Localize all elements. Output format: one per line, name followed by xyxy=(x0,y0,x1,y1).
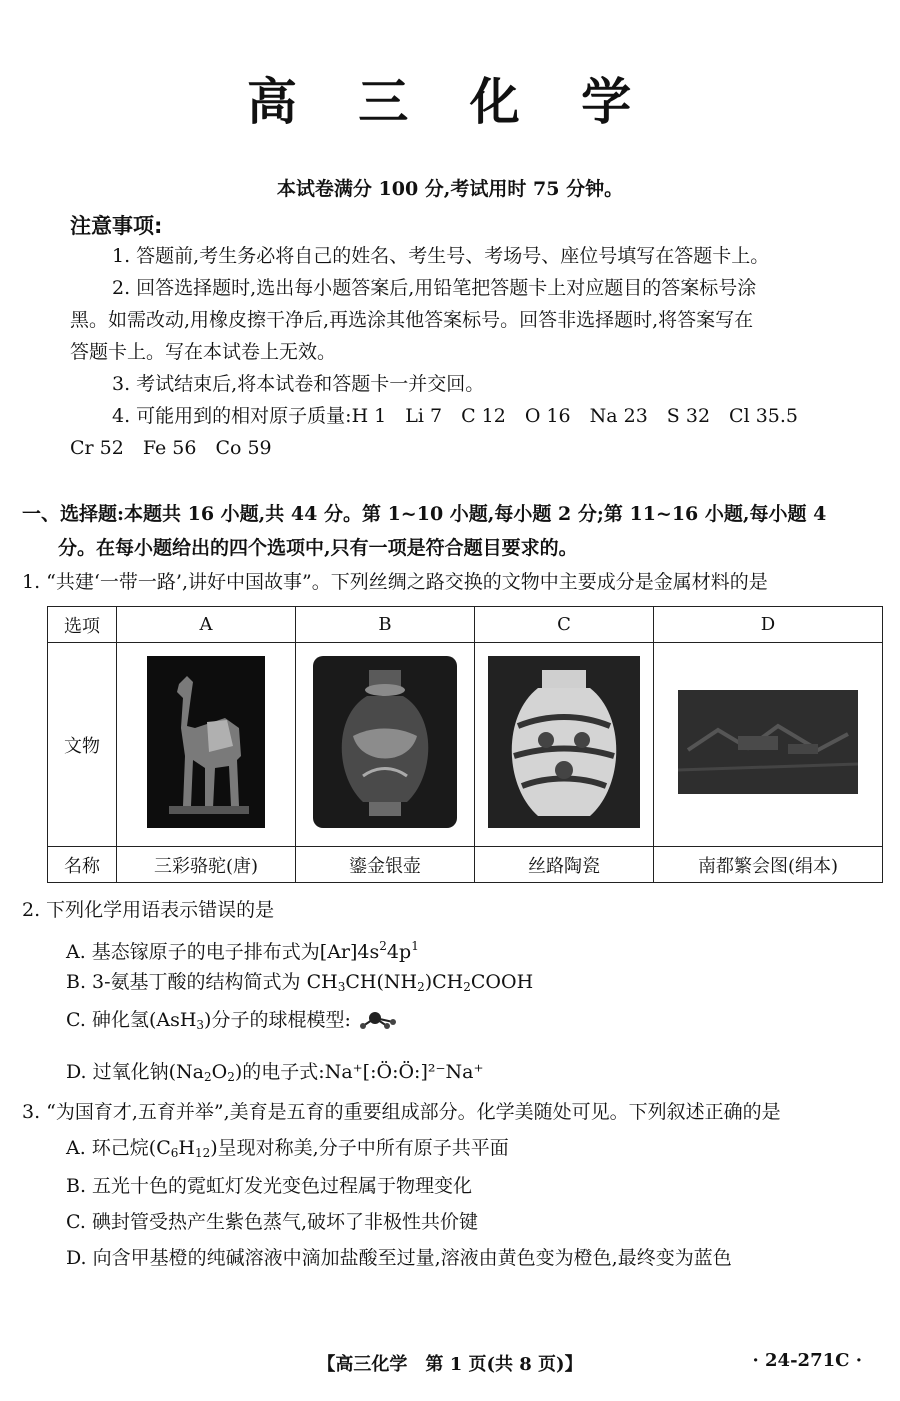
notice-item-4: 4. 可能用到的相对原子质量:H 1 Li 7 C 12 O 16 Na 23 S 32 Cl 35.5 xyxy=(112,405,798,427)
notice-item-4-cont: Cr 52 Fe 56 Co 59 xyxy=(70,437,272,459)
artifact-c-cell xyxy=(475,643,654,847)
option-d: D xyxy=(654,607,883,643)
notice-item-2-end: 答题卡上。写在本试卷上无效。 xyxy=(70,341,337,363)
name-a: 三彩骆驼(唐) xyxy=(117,847,296,883)
artifact-b-cell xyxy=(296,643,475,847)
camel-figurine-image xyxy=(147,656,265,828)
notice-heading: 注意事项: xyxy=(70,214,163,238)
question-2-option-c: C. 砷化氢(AsH$_3$)分子的球棍模型: xyxy=(66,1004,397,1041)
question-3-option-b: B. 五光十色的霓虹灯发光变色过程属于物理变化 xyxy=(66,1175,473,1197)
nandu-painting-image xyxy=(678,690,858,794)
name-d: 南都繁会图(绢本) xyxy=(654,847,883,883)
row-head-artifact: 文物 xyxy=(48,643,117,847)
notice-item-3: 3. 考试结束后,将本试卷和答题卡一并交回。 xyxy=(112,373,485,395)
notice-item-1: 1. 答题前,考生务必将自己的姓名、考生号、考场号、座位号填写在答题卡上。 xyxy=(112,245,770,267)
exam-meta: 本试卷满分 100 分,考试用时 75 分钟。 xyxy=(276,178,624,200)
artifact-table xyxy=(47,606,883,883)
gilt-silver-pot-image xyxy=(313,656,457,828)
name-c: 丝路陶瓷 xyxy=(475,847,654,883)
question-2-option-d: D. 过氧化钠$(Na_2O_2)$的电子式:Na⁺[:Ö:Ö:]²⁻Na⁺ xyxy=(66,1061,484,1084)
page-footer: 【高三化学 第 1 页(共 8 页)】 xyxy=(317,1354,583,1375)
question-3-option-a: A. 环己烷$(C_6H_{12})$呈现对称美,分子中所有原子共平面 xyxy=(66,1137,509,1160)
question-3-option-c: C. 碘封管受热产生紫色蒸气,破坏了非极性共价键 xyxy=(66,1211,478,1233)
artifact-a-cell xyxy=(117,643,296,847)
option-a: A xyxy=(117,607,296,643)
electron-formula: Na⁺[:Ö:Ö:]²⁻Na⁺ xyxy=(324,1061,484,1083)
option-c: C xyxy=(475,607,654,643)
notice-item-2-cont: 黑。如需改动,用橡皮擦干净后,再选涂其他答案标号。回答非选择题时,将答案写在 xyxy=(70,309,754,331)
question-2-stem: 2. 下列化学用语表示错误的是 xyxy=(22,899,275,921)
question-1-stem: 1. “共建‘一带一路’,讲好中国故事”。下列丝绸之路交换的文物中主要成分是金属材料的是 xyxy=(22,571,768,593)
name-b: 鎏金银壶 xyxy=(296,847,475,883)
ball-and-stick-model-icon xyxy=(357,1010,397,1032)
page-title: 高 三 化 学 xyxy=(246,73,654,131)
silk-road-ceramic-image xyxy=(488,656,640,828)
question-2-option-b: B. 3-氨基丁酸的结构简式为 $CH_3CH(NH_2)CH_2COOH$ xyxy=(66,971,534,994)
question-2-option-a: A. 基态镓原子的电子排布式为$[Ar]4s^24p^1$ xyxy=(66,939,419,963)
option-b: B xyxy=(296,607,475,643)
section-1-header-cont: 分。在每小题给出的四个选项中,只有一项是符合题目要求的。 xyxy=(58,537,578,559)
notice-item-2: 2. 回答选择题时,选出每小题答案后,用铅笔把答题卡上对应题目的答案标号涂 xyxy=(112,277,757,299)
row-head-option: 选项 xyxy=(48,607,117,643)
row-head-name: 名称 xyxy=(48,847,117,883)
artifact-d-cell xyxy=(654,643,883,847)
paper-code: · 24-271C · xyxy=(752,1350,862,1371)
question-3-option-d: D. 向含甲基橙的纯碱溶液中滴加盐酸至过量,溶液由黄色变为橙色,最终变为蓝色 xyxy=(66,1247,732,1269)
section-1-header: 一、选择题:本题共 16 小题,共 44 分。第 1~10 小题,每小题 2 分;第 11~16 小题,每小题 4 xyxy=(22,503,827,525)
question-3-stem: 3. “为国育才,五育并举”,美育是五育的重要组成部分。化学美随处可见。下列叙述正确的是 xyxy=(22,1101,781,1123)
